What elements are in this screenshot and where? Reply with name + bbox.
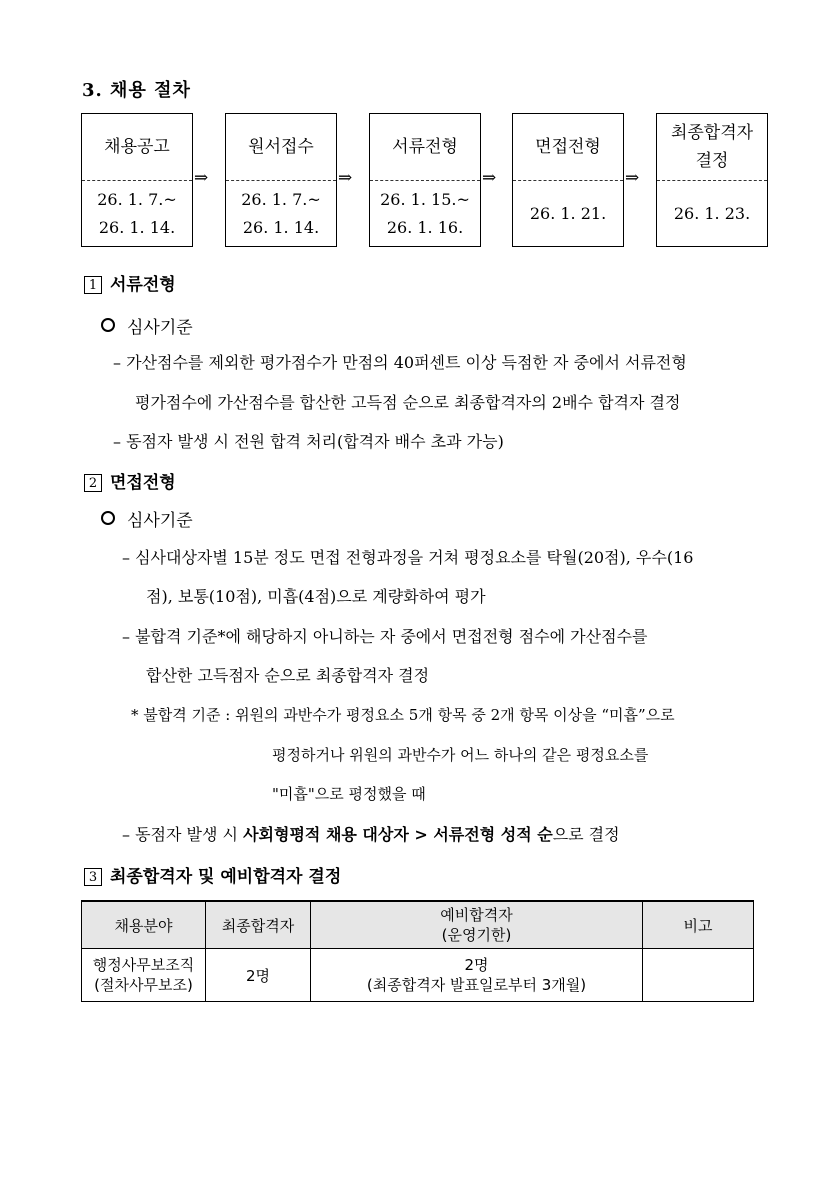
s2-bullet-3 bbox=[122, 822, 620, 845]
process-step-title-line: 면접전형 bbox=[535, 137, 601, 157]
header-reserve-line-1: 예비합격자 bbox=[440, 906, 513, 924]
process-step-title bbox=[657, 114, 767, 181]
section-3-heading bbox=[84, 862, 341, 887]
s2-bullet-3-post: 으로 결정 bbox=[552, 825, 620, 844]
criteria-label: 심사기준 bbox=[127, 511, 193, 531]
section-2-criteria bbox=[101, 506, 193, 531]
process-step-date-line: 26. 1. 14. bbox=[242, 218, 320, 237]
section-1-number: 1 bbox=[84, 276, 102, 294]
s2-note-line-2: 평정하거나 위원의 과반수가 어느 하나의 같은 평정요소를 bbox=[272, 746, 649, 764]
process-step-date-line: 26. 1. 21. bbox=[529, 204, 607, 223]
header-note: 비고 bbox=[643, 901, 754, 949]
cell-field bbox=[82, 949, 206, 1002]
s2-bullet-3-pre: – 동점자 발생 시 bbox=[122, 825, 244, 844]
header-field: 채용분야 bbox=[82, 901, 206, 949]
double-arrow-right-icon: ⇒ bbox=[194, 168, 209, 188]
s2-bullet-1-line-1: – 심사대상자별 15분 정도 면접 전형과정을 거쳐 평정요소를 탁월(20점), 우수(16 bbox=[122, 548, 694, 567]
cell-reserve-line-1: 2명 bbox=[464, 956, 489, 974]
process-step-date bbox=[370, 181, 480, 247]
cell-field-line-1: 행정사무보조직 bbox=[92, 956, 195, 974]
circle-bullet-icon bbox=[101, 318, 115, 332]
section-title: 3. 채용 절차 bbox=[82, 80, 191, 101]
criteria-label: 심사기준 bbox=[127, 318, 193, 338]
process-step-title bbox=[513, 114, 623, 181]
cell-final: 2명 bbox=[206, 949, 311, 1002]
section-2-number: 2 bbox=[84, 474, 102, 492]
process-step-title bbox=[226, 114, 336, 181]
result-table bbox=[81, 900, 754, 1002]
process-step-date-line: 26. 1. 15.~ bbox=[380, 190, 470, 209]
process-step-title-line: 원서접수 bbox=[248, 137, 314, 157]
process-step-date bbox=[82, 181, 192, 247]
section-1-criteria bbox=[101, 313, 193, 338]
process-step-1 bbox=[81, 113, 193, 247]
process-step-title bbox=[82, 114, 192, 181]
section-1-title: 서류전형 bbox=[110, 275, 176, 295]
process-step-date-line: 26. 1. 7.~ bbox=[97, 190, 177, 209]
double-arrow-right-icon: ⇒ bbox=[625, 168, 640, 188]
header-reserve bbox=[311, 901, 643, 949]
cell-note bbox=[643, 949, 754, 1002]
s1-bullet-2: – 동점자 발생 시 전원 합격 처리(합격자 배수 초과 가능) bbox=[113, 432, 504, 451]
process-step-date-line: 26. 1. 14. bbox=[98, 218, 176, 237]
cell-reserve-line-2: (최종합격자 발표일로부터 3개월) bbox=[366, 976, 587, 994]
circle-bullet-icon bbox=[101, 511, 115, 525]
process-step-title-line: 서류전형 bbox=[392, 137, 458, 157]
process-step-title-line: 결정 bbox=[695, 151, 729, 171]
process-step-date bbox=[513, 181, 623, 247]
process-step-date bbox=[226, 181, 336, 247]
section-2-title: 면접전형 bbox=[110, 473, 176, 493]
header-final: 최종합격자 bbox=[206, 901, 311, 949]
double-arrow-right-icon: ⇒ bbox=[482, 168, 497, 188]
cell-reserve bbox=[311, 949, 643, 1002]
table-row bbox=[82, 949, 754, 1002]
process-step-date-line: 26. 1. 23. bbox=[673, 204, 751, 223]
process-step-4 bbox=[512, 113, 624, 247]
header-reserve-line-2: (운영기한) bbox=[441, 926, 512, 944]
s2-bullet-2-line-2: 합산한 고득점자 순으로 최종합격자 결정 bbox=[146, 666, 430, 685]
s2-bullet-1-line-2: 점), 보통(10점), 미흡(4점)으로 계량화하여 평가 bbox=[146, 587, 486, 606]
process-step-5 bbox=[656, 113, 768, 247]
s2-note-line-3: "미흡"으로 평정했을 때 bbox=[272, 785, 426, 803]
cell-field-line-2: (절차사무보조) bbox=[94, 976, 193, 994]
section-2-heading bbox=[84, 468, 176, 493]
s2-bullet-2-line-1: – 불합격 기준*에 해당하지 아니하는 자 중에서 면접전형 점수에 가산점수를 bbox=[122, 627, 648, 646]
double-arrow-right-icon: ⇒ bbox=[338, 168, 353, 188]
process-step-date-line: 26. 1. 16. bbox=[386, 218, 464, 237]
process-step-2 bbox=[225, 113, 337, 247]
section-3-number: 3 bbox=[84, 868, 102, 886]
section-1-heading bbox=[84, 270, 176, 295]
section-3-title: 최종합격자 및 예비합격자 결정 bbox=[110, 867, 342, 887]
s2-note-line-1: * 불합격 기준 : 위원의 과반수가 평정요소 5개 항목 중 2개 항목 이상을 “미흡”으로 bbox=[131, 706, 675, 724]
process-step-title-line: 최종합격자 bbox=[670, 123, 754, 143]
process-step-date-line: 26. 1. 7.~ bbox=[241, 190, 321, 209]
table-header-row bbox=[82, 901, 754, 949]
process-step-3 bbox=[369, 113, 481, 247]
process-step-title bbox=[370, 114, 480, 181]
s1-bullet-1-line-2: 평가점수에 가산점수를 합산한 고득점 순으로 최종합격자의 2배수 합격자 결정 bbox=[135, 393, 681, 412]
process-step-date bbox=[657, 181, 767, 247]
s1-bullet-1-line-1: – 가산점수를 제외한 평가점수가 만점의 40퍼센트 이상 득점한 자 중에서 서류전형 bbox=[113, 353, 687, 372]
s2-bullet-3-bold: 사회형평적 채용 대상자 > 서류전형 성적 순 bbox=[243, 825, 553, 844]
process-step-title-line: 채용공고 bbox=[104, 137, 170, 157]
